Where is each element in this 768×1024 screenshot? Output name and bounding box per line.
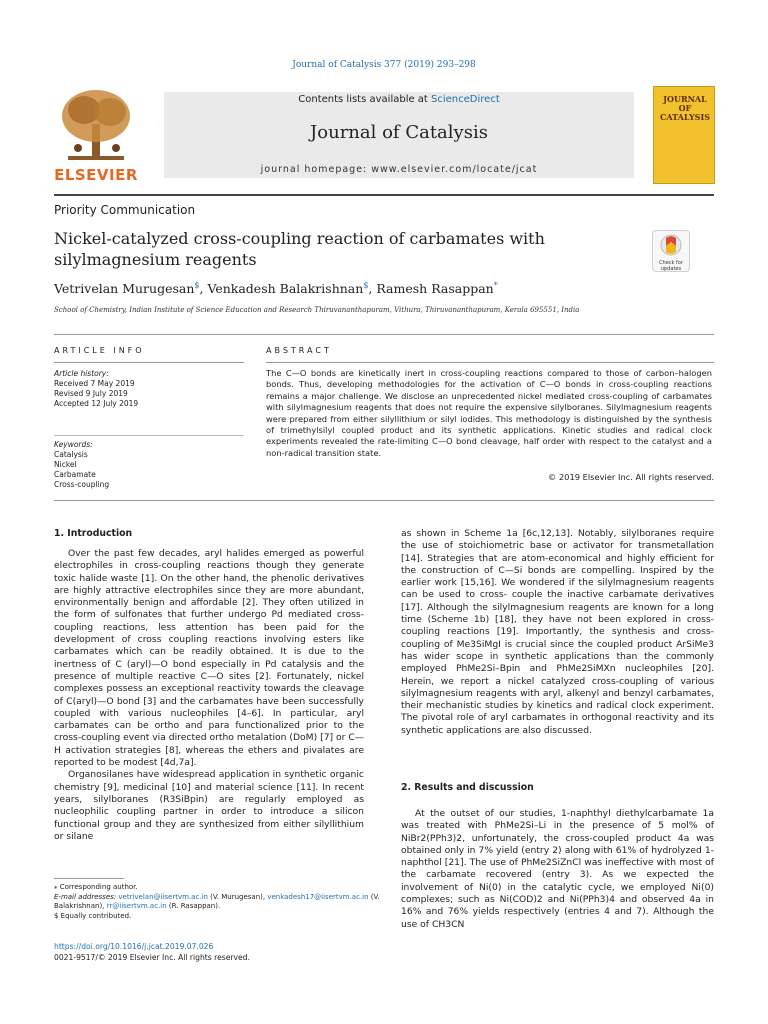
keyword: Catalysis (54, 450, 88, 459)
author-mark[interactable]: * (493, 281, 498, 290)
article-info-rule (54, 362, 244, 363)
abstract-text: The C—O bonds are kinetically inert in cross-coupling reactions compared to those of carbon–halogen bonds. Thus, developing methodologies for the activation of C—O bonds in cross-coupling reactions remains a major challenge. We disclose an unprecedented nickel mediated cross-coupling of carbamates with silylmagnesium reagents that does not require the expensive silylboranes. Silylmagnesium reagents were prepared from either silyllithium or silyl iodides. This methodology is distinguished by the synthesis of trimethylsilyl coupled product and its synthetic applications. Kinetic studies and radical clock experiments revealed the rate-limiting C—O bond cleavage, half order with respect to the catalyst and a non-radical transition state. (266, 368, 712, 458)
author-mark[interactable]: $ (363, 281, 369, 290)
author-name[interactable]: Vetrivelan Murugesan (54, 281, 195, 297)
email-addresses (54, 893, 384, 912)
intro-paragraph: Organosilanes have widespread application in synthetic organic chemistry [9], medicinal [10] and material science [11]. In recent years, silylboranes (R3SiBpin) are regularly employed as nucleophilic coupling partner in order to introduce a silicon functional group and they are synthesized from either silyllithium or silane (54, 769, 364, 842)
abstract-copyright: © 2019 Elsevier Inc. All rights reserved. (547, 472, 714, 482)
author-name[interactable]: Ramesh Rasappan (376, 281, 494, 297)
publisher-name: ELSEVIER (54, 166, 138, 184)
equal-contribution-note: $ Equally contributed. (54, 911, 132, 920)
keywords-label: Keywords: (54, 440, 93, 449)
author-mark[interactable]: $ (194, 281, 200, 290)
keyword: Nickel (54, 460, 77, 469)
email-link[interactable]: rr@iisertvm.ac.in (106, 902, 167, 911)
article-info-heading: ARTICLE INFO (54, 346, 145, 355)
keyword: Carbamate (54, 470, 96, 479)
author-separator: , (368, 281, 377, 297)
footnotes (54, 883, 384, 921)
keywords-block (54, 440, 244, 490)
left-column (54, 548, 364, 843)
cover-title: JOURNAL OF CATALYSIS (660, 94, 710, 122)
email-owner: (V. Murugesan), (207, 892, 268, 901)
contents-line (164, 94, 634, 105)
history-accepted: Accepted 12 July 2019 (54, 399, 139, 408)
keyword: Cross-coupling (54, 480, 110, 489)
article-title: Nickel-catalyzed cross-coupling reaction of carbamates with silylmagnesium reagents (54, 229, 545, 269)
sciencedirect-link[interactable]: ScienceDirect (431, 94, 500, 105)
intro-paragraph-continued: as shown in Scheme 1a [6c,12,13]. Notably, silylboranes require the use of stoichiometric base or activator for transmetallation [14]. Strategies that are atom-economical and highly efficient for the construction of C—Si bonds are compelling. Inspired by the earlier work [15,16]. We wondered if the silylmagnesium reagents can be used to cross- couple the inactive carbamate derivatives [17]. Although the silylmagnesium reagents are known for a long time (Scheme 1b) [18], they have not been explored in cross-coupling reactions [19]. Importantly, the synthesis and cross-coupling of Me3SiMgI is crucial since the coupled product ArSiMe3 has wider scope in synthetic applications than the commonly employed PhMe2Si–Bpin and PhMe2SiMXn nucleophiles [20]. Herein, we report a nickel catalyzed cross-coupling of various silylmagnesium reagents with aryl, alkenyl and benzyl carbamates, their mechanistic studies by kinetics and radical clock experiment. The pivotal role of aryl carbamates in orthogonal reactivity and its synthetic applications are also discussed. (401, 528, 714, 736)
email-link[interactable]: vetrivelan@iisertvm.ac.in (118, 892, 208, 901)
journal-cover-thumbnail (653, 86, 715, 184)
affiliation-divider (54, 334, 714, 335)
author-affiliation: School of Chemistry, Indian Institute of Science Education and Research Thiruvananthapuram, Vithura, Thiruvananthapuram, Kerala 695551, India (54, 306, 580, 314)
email-label: E-mail addresses: (54, 892, 117, 901)
abstract-rule (266, 362, 714, 363)
contents-prefix: Contents lists available at (298, 94, 432, 105)
right-column (401, 528, 714, 737)
masthead-banner (164, 92, 634, 178)
abstract-bottom-rule (54, 500, 714, 501)
results-heading: 2. Results and discussion (401, 782, 534, 793)
journal-name: Journal of Catalysis (310, 122, 488, 143)
issn-copyright: 0021-9517/© 2019 Elsevier Inc. All rights reserved. (54, 953, 250, 962)
abstract-heading: ABSTRACT (266, 346, 332, 355)
bookmark-icon (660, 234, 682, 256)
journal-masthead (54, 86, 714, 186)
introduction-heading: 1. Introduction (54, 528, 133, 539)
author-name[interactable]: Venkadesh Balakrishnan (207, 281, 364, 297)
author-list (54, 281, 498, 296)
email-owner: (V. Balakrishnan), (54, 892, 380, 911)
history-label: Article history: (54, 369, 109, 378)
article-type: Priority Communication (54, 203, 196, 217)
history-revised: Revised 9 July 2019 (54, 389, 128, 398)
history-received: Received 7 May 2019 (54, 379, 135, 388)
results-column (401, 808, 714, 931)
results-paragraph: At the outset of our studies, 1-naphthyl diethylcarbamate 1a was treated with PhMe2Si–Li in the presence of 5 mol% of NiBr2(PPh3)2, unfortunately, the cross-coupled product 4a was obtained only in 7% yield (entry 2) along with 61% of hydrolyzed 1-naphthol [21]. The use of PhMe2SiZnCl was ineffective with most of the carbamate recovered (entry 3). As we expected the involvement of Ni(0) in the catalytic cycle, we employed Ni(0) complexes; such as Ni(COD)2 and Ni(PPh3)4 and observed 4a in 16% and 76% yields respectively (entries 4 and 7). Although the use of CH3CN (401, 808, 714, 930)
journal-homepage[interactable]: journal homepage: www.elsevier.com/locate/jcat (260, 164, 538, 175)
check-for-updates-badge[interactable] (652, 230, 690, 272)
journal-reference-link[interactable]: Journal of Catalysis 377 (2019) 293–298 (292, 60, 476, 70)
check-for-updates-label: Check for updates (659, 260, 683, 272)
corresponding-author-note: ⁎ Corresponding author. (54, 883, 138, 891)
intro-paragraph: Over the past few decades, aryl halides emerged as powerful electrophiles in cross-coupling reactions though they generate toxic halide waste [1]. On the other hand, the phenolic derivatives are highly attractive electrophiles since they are more abundant, environmentally benign and affordable [2]. They often utilized in the form of sulfonates that further undergo Pd mediated cross-coupling reactions, less attention has been paid for the development of cross coupling reactions involving esters like carbamates which can be readily obtained. It is due to the inertness of C (aryl)—O bond especially in Pd catalysis and the presence of multiple reactive C—O sites [2]. Fortunately, nickel complexes possess an exceptional reactivity towards the cleavage of C(aryl)—O bond [3] and the carbamates have been successfully coupled with various nucleophiles [4–6]. In particular, aryl carbamates can be ortho and para functionalized prior to the cross-coupling event via directed ortho metalation (DoM) [7] or C—H activation strategies [8], whereas the ethers and pivalates are reported to be modest [4d,7a]. (54, 548, 364, 769)
email-owner: (R. Rasappan). (166, 902, 221, 911)
author-separator: , (199, 281, 208, 297)
article-history (54, 369, 244, 409)
page-footer (54, 941, 250, 963)
keywords-rule (54, 435, 244, 436)
email-link[interactable]: venkadesh17@iisertvm.ac.in (267, 892, 369, 901)
doi-link[interactable]: https://doi.org/10.1016/j.jcat.2019.07.026 (54, 942, 214, 951)
header-divider (54, 194, 714, 196)
footnote-rule (54, 878, 124, 879)
